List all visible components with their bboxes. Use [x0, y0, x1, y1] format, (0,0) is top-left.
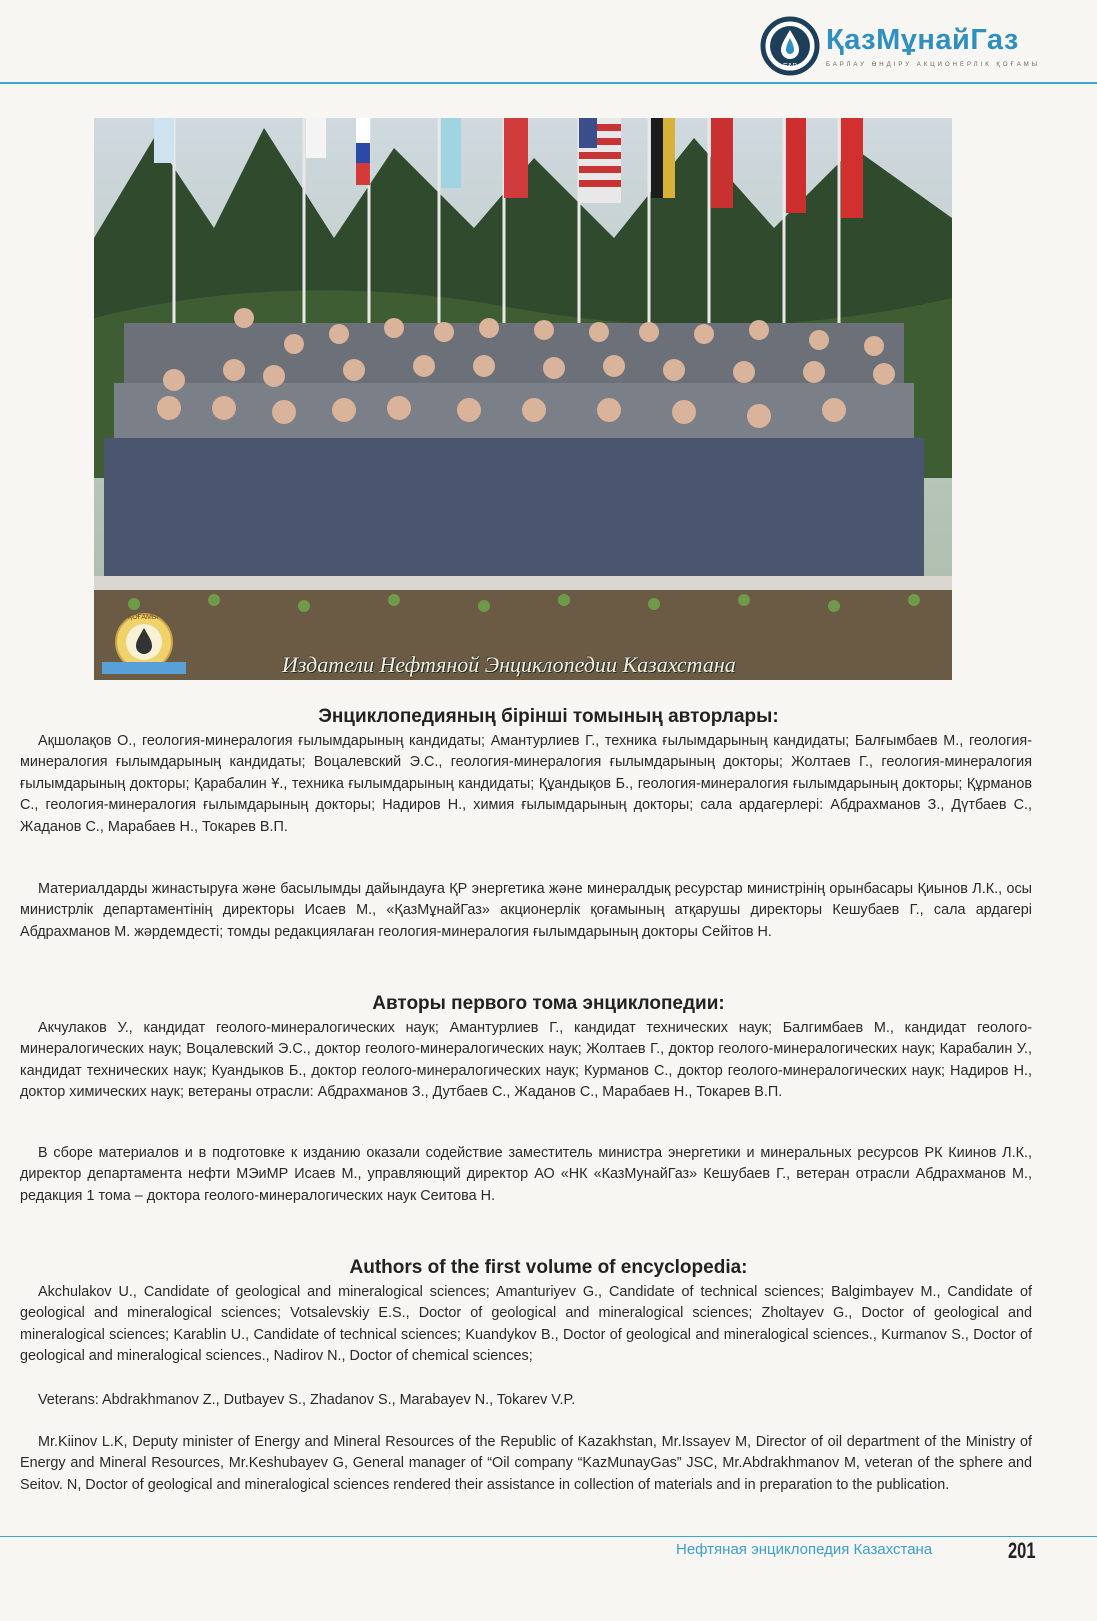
- en-section-title: Authors of the first volume of encyclopedia:: [349, 1257, 748, 1278]
- emblem-icon: [98, 612, 190, 678]
- en-veterans-text: Veterans: Abdrakhmanov Z., Dutbayev S., Zhadanov S., Marabayev N., Tokarev V.P.: [38, 1392, 576, 1408]
- footer-rule: [0, 1536, 1097, 1537]
- en-authors-text: Akchulakov U., Candidate of geological and mineralogical sciences; Amanturiyev G., Candidate of technical sciences; Balgimbayev M., Candidate of geological and mineralogical sciences; Votsalevskiy E.S., Doctor of geological and mineralogical sciences; Zholtayev G., Doctor of geological and mineralogical sciences; Karablin U., Candidate of technical sciences; Kuandykov B., Doctor of geological and mineralogical sciences., Kurmanov S., Doctor of geological and mineralogical sciences., Nadirov N., Doctor of chemical sciences;: [20, 1284, 1032, 1365]
- ru-thanks-text: В сборе материалов и в подготовке к изданию оказали содействие заместитель министра энергетики и минеральных ресурсов РК Киинов Л.К., директор департамента нефти МЭиМР Исаев М., управляющий директор АО «НК «КазМунайГаз» Кешубаев Г., ветеран отрасли Абдрахманов М., редакция 1 тома – доктора геолого-минералогических наук Сеитова Н.: [20, 1145, 1032, 1204]
- en-thanks-text: Mr.Kiinov L.K, Deputy minister of Energy and Mineral Resources of the Republic of Kazakhstan, Mr.Issayev M, Director of oil department of the Ministry of Energy and Mineral Resources, Mr.Keshubayev G, General manager of “Oil company “KazMunayGas” JSC, Mr.Abdrakhmanov M, veteran of the sphere and Seitov. N, Doctor of geological and mineralogical sciences rendered their assistance in collection of materials and in preparation to the publication.: [20, 1434, 1032, 1493]
- header-rule: [0, 82, 1097, 84]
- group-photo-illustration: [94, 118, 952, 680]
- running-title: Нефтяная энциклопедия Казахстана: [676, 1541, 933, 1558]
- kk-authors-text: Ақшолақов О., геология-минералогия ғылымдарының кандидаты; Амантурлиев Г., техника ғылымдарының кандидаты; Балғымбаев М., геология-минералогия ғылымдарының кандидаты; Воцалевский Э.С., геология-минералогия ғылымдарының докторы; Жолтаев Г., геология-минералогия ғылымдарының докторы; Қарабалин Ұ., техника ғылымдарының кандидаты; Құандықов Б., геология-минералогия ғылымдарының докторы; Құрманов С., геология-минералогия ғылымдарының докторы; Надиров Н., химия ғылымдарының докторы; сала ардагерлері: Абдрахманов З., Дүтбаев С., Жаданов С., Марабаев Н., Токарев В.П.: [20, 733, 1032, 835]
- logo-subtitle: БАРЛАУ ӨНДІРУ АКЦИОНЕРЛІК ҚОҒАМЫ: [826, 62, 1041, 68]
- photo-caption: Издатели Нефтяной Энциклопедии Казахстана: [282, 652, 736, 677]
- page-number: 201: [1008, 1538, 1036, 1563]
- group-photo: [94, 118, 952, 680]
- company-logo: [760, 14, 1060, 78]
- logo-text: ҚазМұнайГаз: [826, 24, 1019, 56]
- logo-badge: E&P: [782, 63, 798, 70]
- society-emblem: [98, 612, 190, 678]
- drop-in-circle-icon: [760, 16, 820, 76]
- kk-section-title: Энциклопедияның бірінші томының авторлары:: [318, 706, 779, 727]
- ru-section-title: Авторы первого тома энциклопедии:: [372, 993, 725, 1014]
- ru-authors-text: Акчулаков У., кандидат геолого-минералогических наук; Амантурлиев Г., кандидат технических наук; Балгимбаев М., кандидат геолого-минералогических наук; Воцалевский Э.С., доктор геолого-минералогических наук; Жолтаев Г., доктор геолого-минералогических наук; Карабалин У., кандидат технических наук; Куандыков Б., доктор геолого-минералогических наук; Курманов С., доктор геолого-минералогических наук; Надиров Н., доктор химических наук; ветераны отрасли: Абдрахманов З., Дутбаев С., Жаданов С., Марабаев Н., Токарев В.П.: [20, 1020, 1032, 1101]
- kk-thanks-text: Материалдарды жинастыруға және басылымды дайындауға ҚР энергетика және минералдық ресурстар министрінің орынбасары Қиынов Л.К., осы министрлік департаментінің директоры Исаев М., «ҚазМұнайГаз» акционерлік қоғамының атқарушы директоры Кешубаев Г., сала ардагері Абдрахманов М. жәрдемдесті; томды редакциялаған геология-минералогия ғылымдарының докторы Сейітов Н.: [20, 881, 1032, 940]
- emblem-text: ҚОҒАМЫ: [128, 614, 159, 621]
